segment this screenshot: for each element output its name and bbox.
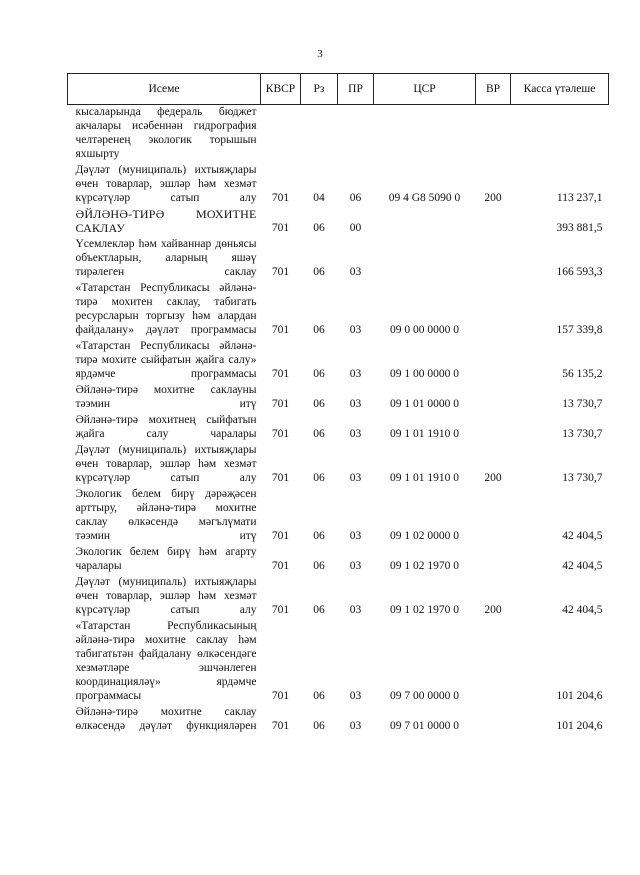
- row-name: Әйләнә-тирә мохитне саклау өлкәсендә дәүләт функцияләрен: [75, 706, 257, 732]
- row-vr: 200: [484, 472, 502, 484]
- row-vr: [476, 281, 511, 339]
- row-kvsr: 701: [271, 560, 290, 572]
- row-vr: 200: [484, 192, 502, 204]
- table-row: [68, 237, 609, 281]
- row-sum: 393 881,5: [556, 222, 603, 234]
- row-rz: 06: [313, 530, 325, 542]
- row-pr: 03: [349, 604, 362, 616]
- row-csr: 09 7 01 0000 0: [390, 720, 459, 732]
- row-sum: 13 730,7: [562, 398, 603, 410]
- row-sum: 42 404,5: [562, 604, 603, 616]
- table-row: [68, 575, 609, 619]
- row-sum: 42 404,5: [562, 560, 603, 572]
- row-rz: 06: [313, 428, 325, 440]
- row-pr: 03: [349, 398, 362, 410]
- row-pr: 03: [349, 368, 362, 380]
- row-sum: 157 339,8: [556, 324, 603, 336]
- row-csr: 09 1 02 1970 0: [390, 560, 459, 572]
- header-sum: Касса үтәлеше: [511, 74, 609, 105]
- table-row: [68, 487, 609, 545]
- row-csr: [374, 105, 476, 164]
- row-vr: [476, 237, 511, 281]
- table-row: [68, 105, 609, 164]
- row-csr: [374, 207, 476, 237]
- table-row: [68, 705, 609, 735]
- row-csr: [374, 237, 476, 281]
- row-pr: 03: [349, 690, 362, 702]
- header-rz: Рз: [301, 74, 338, 105]
- row-vr: [476, 339, 511, 383]
- table-row: [68, 383, 609, 413]
- row-vr: [476, 487, 511, 545]
- header-vr: ВР: [476, 74, 511, 105]
- row-sum: 166 593,3: [556, 266, 603, 278]
- row-csr: 09 0 00 0000 0: [390, 324, 459, 336]
- row-rz: 06: [313, 266, 325, 278]
- row-sum: 13 730,7: [562, 472, 603, 484]
- row-name: Дәүләт (муниципаль) ихтыяҗлары өчен товарлар, эшләр һәм хезмәт күрсәтүләр сатып алу: [75, 444, 257, 484]
- header-name: Исеме: [68, 74, 261, 105]
- row-kvsr: 701: [271, 266, 290, 278]
- row-sum: 113 237,1: [556, 192, 603, 204]
- row-pr: 03: [349, 266, 362, 278]
- row-sum: 101 204,6: [556, 720, 603, 732]
- row-pr: 03: [349, 560, 362, 572]
- row-pr: 03: [349, 530, 362, 542]
- row-csr: 09 1 00 0000 0: [390, 368, 459, 380]
- row-kvsr: 701: [271, 368, 290, 380]
- header-kvsr: КВСР: [261, 74, 301, 105]
- row-name: «Татарстан Республикасы әйләнә-тирә мохитен саклау, табигать ресурсларын торгызу һәм алардан файдалану» дәүләт программасы: [75, 282, 257, 336]
- row-rz: 04: [313, 192, 325, 204]
- row-pr: 06: [349, 192, 362, 204]
- page-number: 3: [317, 48, 323, 60]
- row-sum: 56 135,2: [562, 368, 603, 380]
- table-row: [68, 339, 609, 383]
- row-kvsr: 701: [271, 324, 290, 336]
- row-rz: 06: [313, 368, 325, 380]
- row-rz: 06: [313, 604, 325, 616]
- row-kvsr: 701: [271, 690, 290, 702]
- row-vr: [476, 105, 511, 164]
- row-kvsr: 701: [271, 530, 290, 542]
- table-row: [68, 413, 609, 443]
- row-vr: [476, 619, 511, 705]
- row-name: Әйләнә-тирә мохитнең сыйфатын җайга салу чаралары: [75, 414, 257, 440]
- row-csr: 09 7 00 0000 0: [390, 690, 459, 702]
- row-name: кысаларында федераль бюджет акчалары исәбеннән гидрография челтәренең экологик торышын яхшырту: [75, 106, 257, 160]
- row-vr: [476, 207, 511, 237]
- row-rz: [301, 105, 338, 164]
- row-pr: [338, 105, 374, 164]
- row-rz: 06: [313, 324, 325, 336]
- table-row: [68, 443, 609, 487]
- row-kvsr: 701: [271, 720, 290, 732]
- table-row: [68, 281, 609, 339]
- row-kvsr: [261, 105, 301, 164]
- row-csr: 09 4 G8 5090 0: [388, 192, 461, 204]
- row-vr: [476, 705, 511, 735]
- row-name: Әйләнә-тирә мохитне саклауны тәэмин итү: [75, 384, 257, 410]
- row-csr: 09 1 02 0000 0: [390, 530, 459, 542]
- row-csr: 09 1 02 1970 0: [390, 604, 459, 616]
- row-sum: 42 404,5: [562, 530, 603, 542]
- row-vr: [476, 545, 511, 575]
- row-name: Экологик белем бирү дәрәҗәсен арттыру, әйләнә-тирә мохитне саклау өлкәсендә мәгълүмати тәэмин итү: [75, 488, 257, 542]
- row-name: ӘЙЛӘНӘ-ТИРӘ МОХИТНЕ САКЛАУ: [75, 207, 257, 235]
- row-rz: 06: [313, 222, 325, 234]
- row-pr: 00: [349, 222, 362, 234]
- row-name: «Татарстан Республикасының әйләнә-тирә мохитне саклау һәм табигатьтән файдалану өлкәсендәге хезмәтләре эшчәнлеген координацияләү» ярдәмче программасы: [75, 620, 257, 702]
- row-name: Экологик белем бирү һәм агарту чаралары: [75, 546, 257, 572]
- row-csr: 09 1 01 1910 0: [390, 428, 459, 440]
- table-row: [68, 163, 609, 207]
- row-rz: 06: [313, 690, 325, 702]
- row-rz: 06: [313, 398, 325, 410]
- row-kvsr: 701: [271, 604, 290, 616]
- row-name: «Татарстан Республикасы әйләнә-тирә мохите сыйфатын җайга салу» ярдәмче программасы: [75, 340, 257, 380]
- row-kvsr: 701: [271, 222, 290, 234]
- header-pr: ПР: [338, 74, 374, 105]
- row-sum: 101 204,6: [556, 690, 603, 702]
- row-kvsr: 701: [271, 428, 290, 440]
- budget-table: [67, 73, 609, 735]
- row-name: Үсемлекләр һәм хайваннар дөньясы объектларын, аларның яшәү тирәлеген саклау: [75, 238, 257, 278]
- row-vr: 200: [484, 604, 502, 616]
- row-pr: 03: [349, 472, 362, 484]
- table-row: [68, 207, 609, 237]
- row-rz: 06: [313, 560, 325, 572]
- row-name: Дәүләт (муниципаль) ихтыяҗлары өчен товарлар, эшләр һәм хезмәт күрсәтүләр сатып алу: [75, 164, 257, 204]
- row-kvsr: 701: [271, 472, 290, 484]
- row-rz: 06: [313, 472, 325, 484]
- row-pr: 03: [349, 720, 362, 732]
- row-sum: 13 730,7: [562, 428, 603, 440]
- table-row: [68, 619, 609, 705]
- table-row: [68, 545, 609, 575]
- row-rz: 06: [313, 720, 325, 732]
- row-pr: 03: [349, 324, 362, 336]
- header-csr: ЦСР: [374, 74, 476, 105]
- row-vr: [476, 383, 511, 413]
- row-name: Дәүләт (муниципаль) ихтыяҗлары өчен товарлар, эшләр һәм хезмәт күрсәтүләр сатып алу: [75, 576, 257, 616]
- table-header-row: [68, 74, 609, 105]
- row-sum: [511, 105, 609, 164]
- row-csr: 09 1 01 0000 0: [390, 398, 459, 410]
- row-vr: [476, 413, 511, 443]
- row-pr: 03: [349, 428, 362, 440]
- row-kvsr: 701: [271, 192, 290, 204]
- row-kvsr: 701: [271, 398, 290, 410]
- row-csr: 09 1 01 1910 0: [390, 472, 459, 484]
